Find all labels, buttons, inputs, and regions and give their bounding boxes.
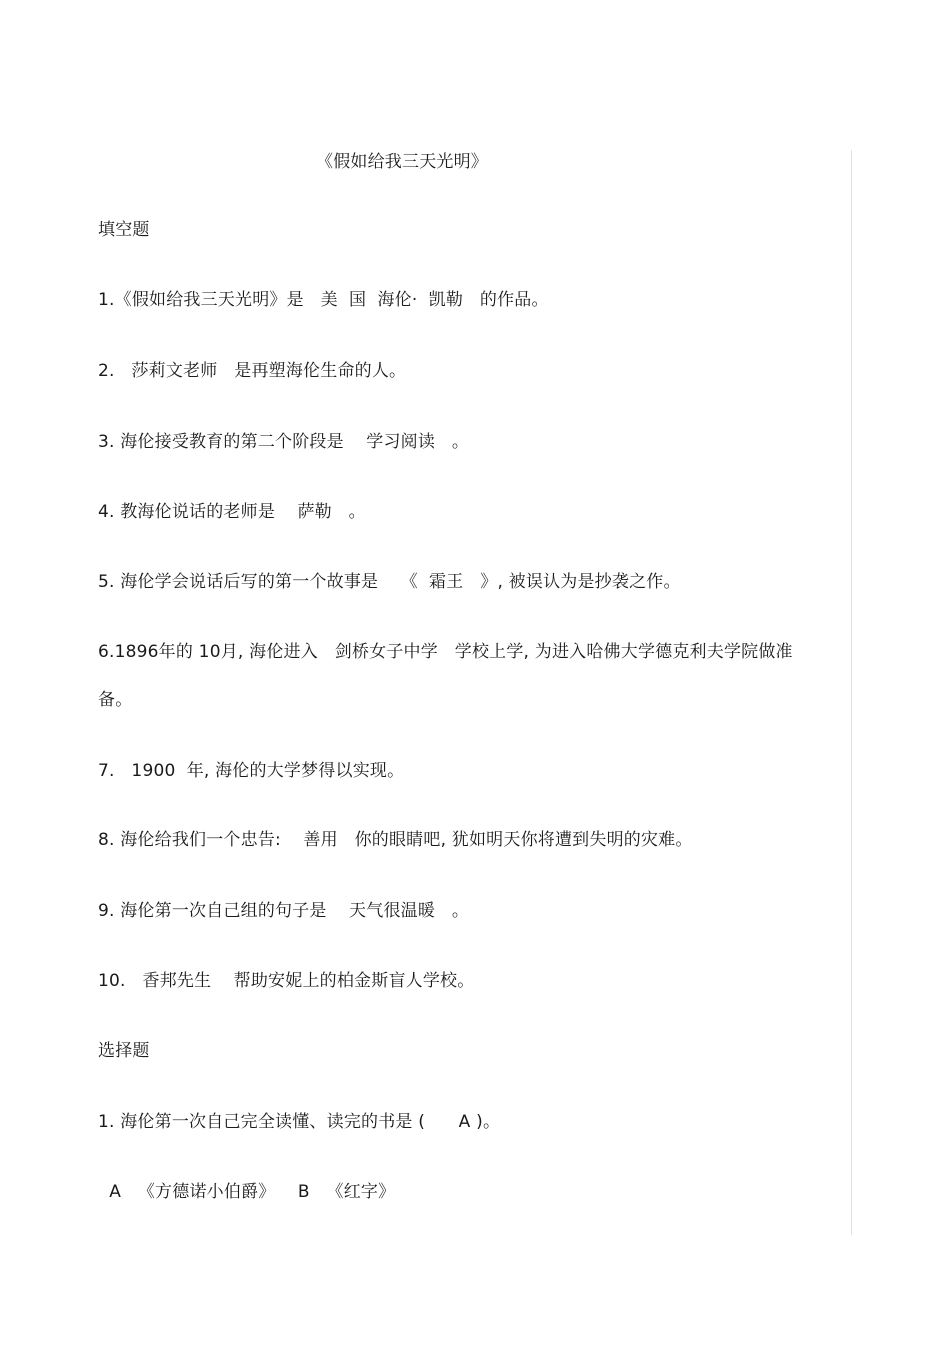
fill-in-question-5: 5. 海伦学会说话后写的第一个故事是 《 霜王 》, 被误认为是抄袭之作。 — [98, 572, 681, 592]
document-title: 《假如给我三天光明》 — [316, 152, 488, 172]
section-heading-fill-in: 填空题 — [98, 220, 150, 240]
fill-in-question-10: 10. 香邦先生 帮助安妮上的柏金斯盲人学校。 — [98, 971, 475, 991]
fill-in-question-7: 7. 1900 年, 海伦的大学梦得以实现。 — [98, 761, 405, 781]
page-edge-rule — [851, 150, 852, 1235]
section-heading-multiple-choice: 选择题 — [98, 1041, 150, 1061]
fill-in-question-6-continued: 备。 — [98, 690, 133, 710]
fill-in-question-8: 8. 海伦给我们一个忠告: 善用 你的眼睛吧, 犹如明天你将遭到失明的灾难。 — [98, 830, 693, 850]
choice-question-1: 1. 海伦第一次自己完全读懂、读完的书是 ( A )。 — [98, 1112, 501, 1132]
fill-in-question-9: 9. 海伦第一次自己组的句子是 天气很温暖 。 — [98, 901, 470, 921]
fill-in-question-4: 4. 教海伦说话的老师是 萨勒 。 — [98, 502, 366, 522]
fill-in-question-1: 1.《假如给我三天光明》是 美 国 海伦· 凯勒 的作品。 — [98, 290, 549, 310]
fill-in-question-2: 2. 莎莉文老师 是再塑海伦生命的人。 — [98, 361, 407, 381]
fill-in-question-3: 3. 海伦接受教育的第二个阶段是 学习阅读 。 — [98, 432, 470, 452]
choice-question-1-options: A 《方德诺小伯爵》 B 《红字》 — [98, 1182, 396, 1202]
fill-in-question-6: 6.1896年的 10月, 海伦进入 剑桥女子中学 学校上学, 为进入哈佛大学德克利夫学院做准 — [98, 642, 793, 662]
